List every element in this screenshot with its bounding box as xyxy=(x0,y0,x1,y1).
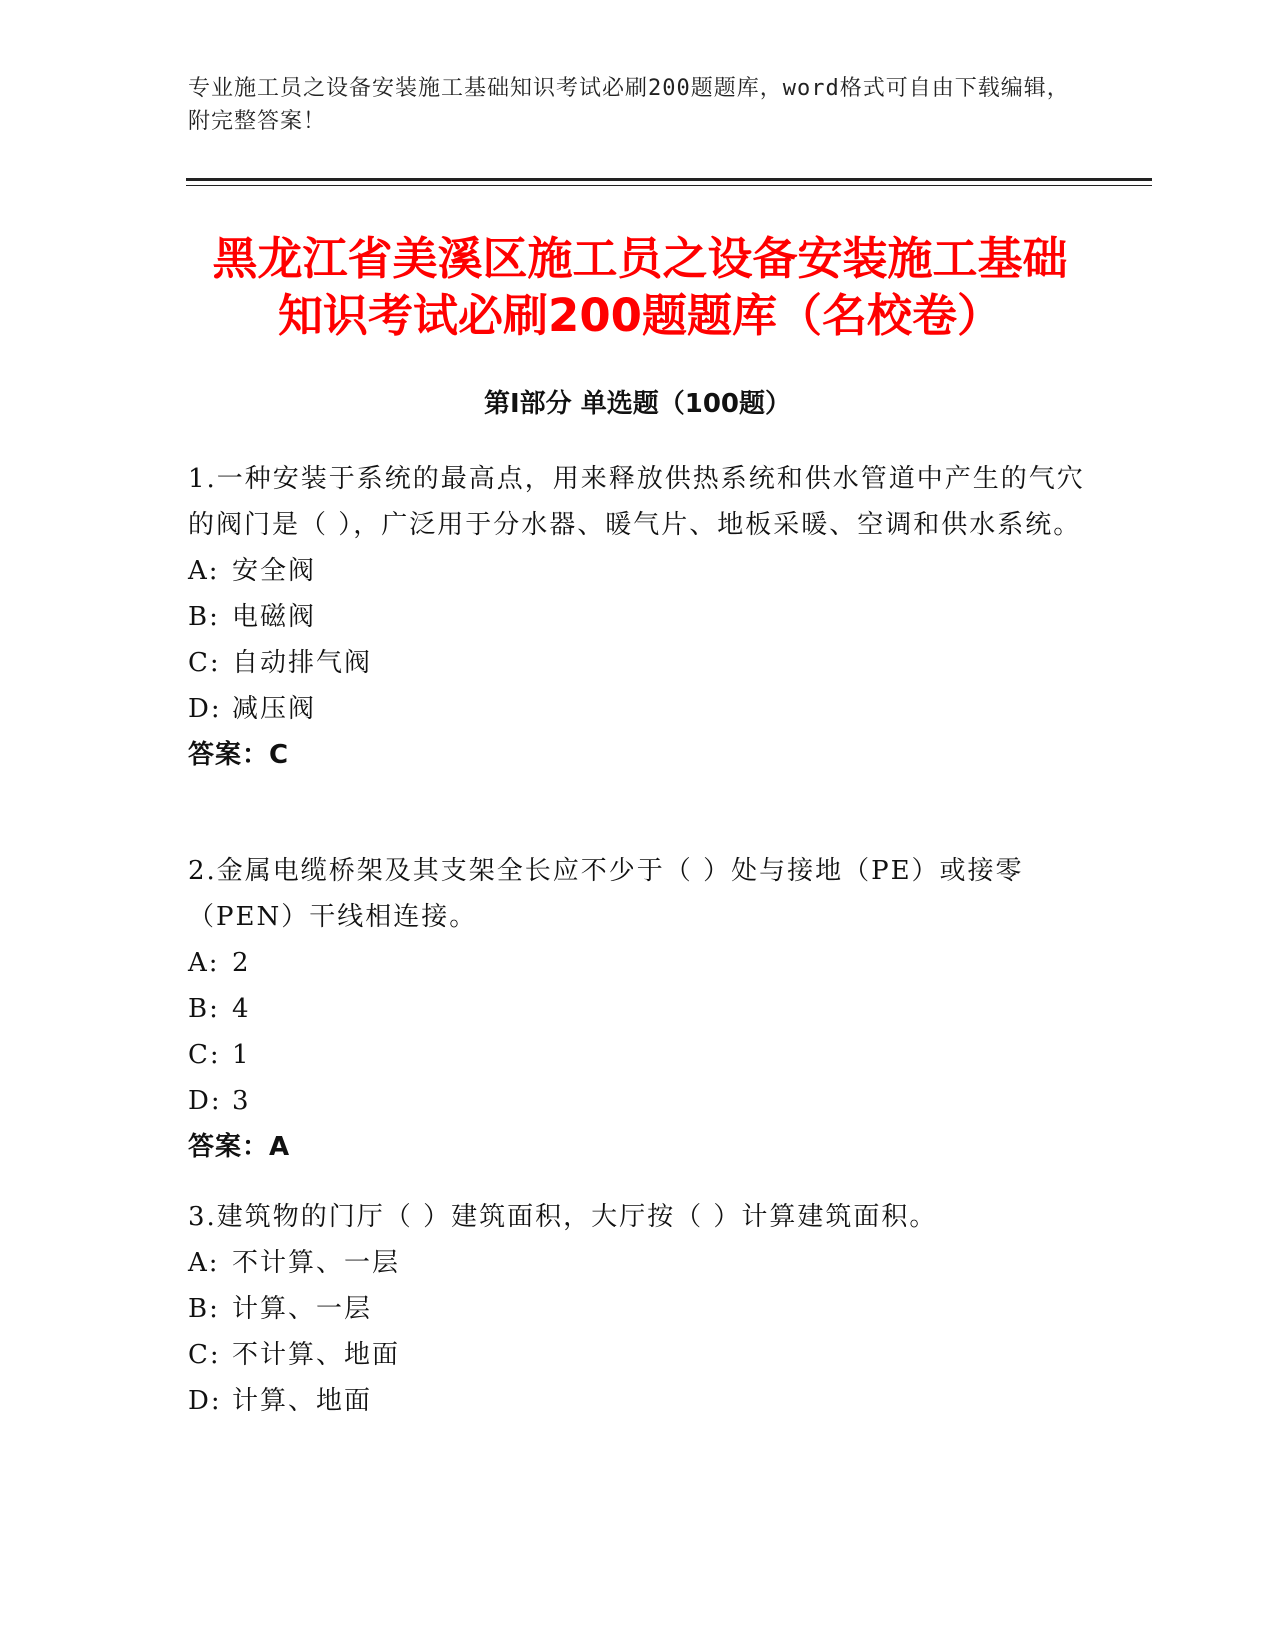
section-title: 第Ⅰ部分 单选题（100题） xyxy=(484,389,791,419)
option-letter: B: xyxy=(188,1294,220,1324)
option-text: 计算、地面 xyxy=(232,1386,373,1416)
option-letter: D: xyxy=(188,1386,222,1416)
option-text: 不计算、地面 xyxy=(232,1340,401,1370)
option-text: 2 xyxy=(232,948,251,978)
option-letter: C: xyxy=(188,1340,221,1370)
question-1-option-a xyxy=(188,548,1088,594)
header-divider-thin xyxy=(186,185,1152,186)
question-2-option-b xyxy=(188,986,1088,1032)
question-3-option-c xyxy=(188,1332,1088,1378)
option-letter: C: xyxy=(188,1040,221,1070)
question-3-option-a xyxy=(188,1240,1088,1286)
option-letter: D: xyxy=(188,694,222,724)
header-note: 专业施工员之设备安装施工基础知识考试必刷200题题库，word格式可自由下载编辑，附完整答案！ xyxy=(188,76,1070,134)
question-1-text: 1.一种安装于系统的最高点，用来释放供热系统和供水管道中产生的气穴的阀门是（ ），广泛用于分水器、暖气片、地板采暖、空调和供水系统。 xyxy=(188,464,1085,540)
question-1 xyxy=(188,456,1088,778)
option-letter: A: xyxy=(188,556,220,586)
question-3-option-b xyxy=(188,1286,1088,1332)
option-text: 1 xyxy=(232,1040,251,1070)
option-text: 不计算、一层 xyxy=(232,1248,401,1278)
question-2-option-a xyxy=(188,940,1088,986)
option-letter: A: xyxy=(188,1248,220,1278)
option-text: 安全阀 xyxy=(232,556,317,586)
header-divider-thick xyxy=(186,178,1152,181)
option-letter: B: xyxy=(188,602,220,632)
option-text: 4 xyxy=(232,994,251,1024)
question-1-option-b xyxy=(188,594,1088,640)
option-letter: B: xyxy=(188,994,220,1024)
question-3-text: 3.建筑物的门厅（ ）建筑面积，大厅按（ ）计算建筑面积。 xyxy=(188,1202,938,1232)
option-letter: A: xyxy=(188,948,220,978)
question-1-option-d xyxy=(188,686,1088,732)
option-letter: D: xyxy=(188,1086,222,1116)
question-2-text: 2.金属电缆桥架及其支架全长应不少于（ ）处与接地（PE）或接零（PEN）干线相连接。 xyxy=(188,856,1024,932)
question-2-option-c xyxy=(188,1032,1088,1078)
question-2 xyxy=(188,848,1088,1170)
question-2-option-d xyxy=(188,1078,1088,1124)
option-text: 自动排气阀 xyxy=(232,648,373,678)
question-1-option-c xyxy=(188,640,1088,686)
option-letter: C: xyxy=(188,648,221,678)
option-text: 电磁阀 xyxy=(232,602,317,632)
option-text: 减压阀 xyxy=(232,694,317,724)
option-text: 计算、一层 xyxy=(232,1294,373,1324)
question-3-option-d xyxy=(188,1378,1088,1424)
question-1-answer: 答案：C xyxy=(188,740,290,770)
question-2-answer: 答案：A xyxy=(188,1132,291,1162)
document-title-line-1: 黑龙江省美溪区施工员之设备安装施工基础 xyxy=(212,232,1068,285)
document-title-line-2: 知识考试必刷200题题库（名校卷） xyxy=(278,289,1002,342)
question-3 xyxy=(188,1194,1088,1424)
option-text: 3 xyxy=(232,1086,251,1116)
document-title xyxy=(150,230,1130,344)
